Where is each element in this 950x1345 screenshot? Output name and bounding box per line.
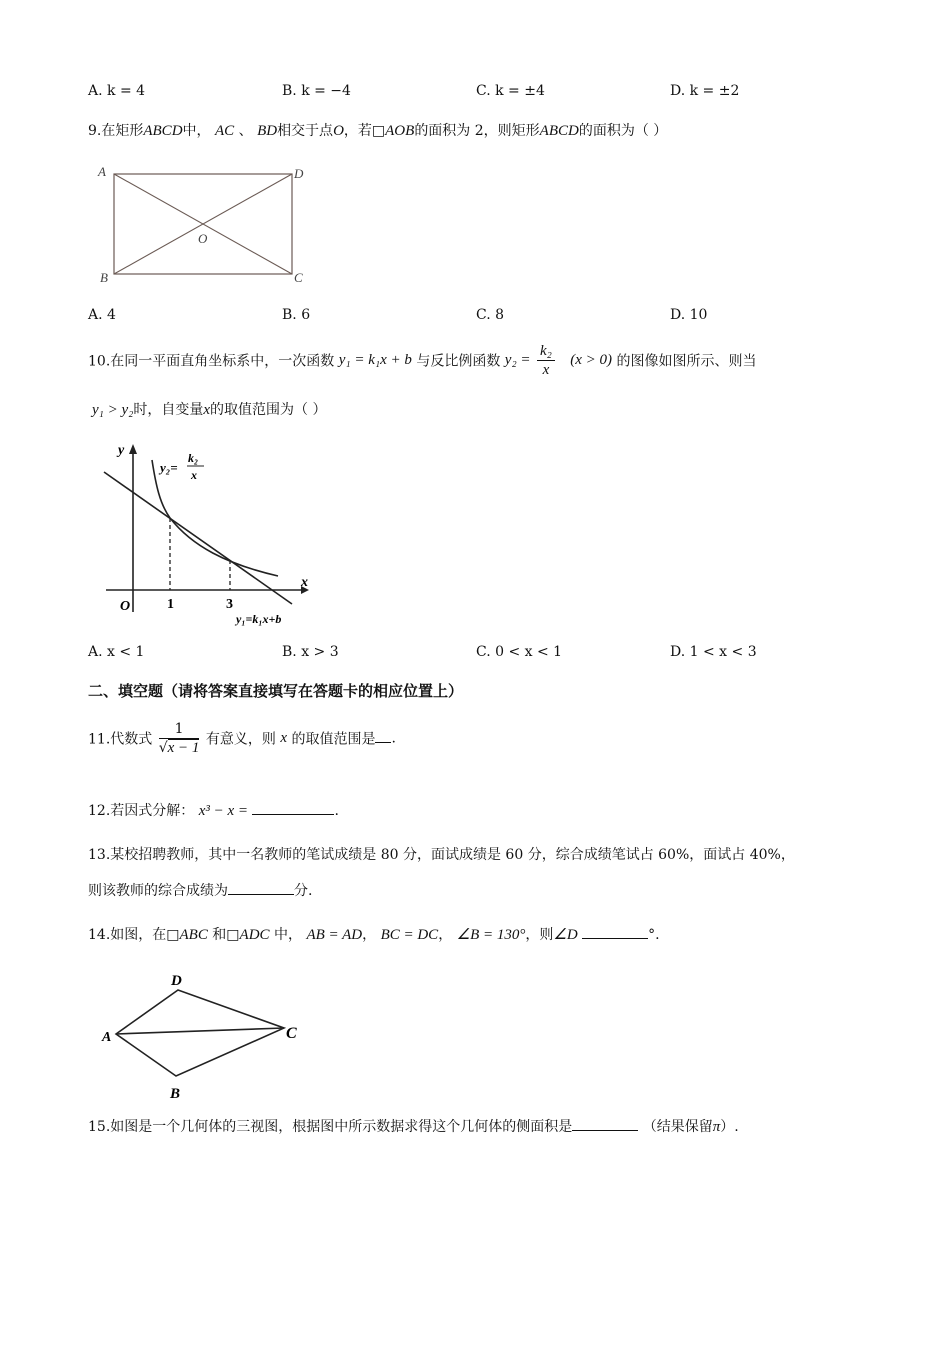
label-d: D <box>171 973 182 989</box>
q11-answer-blank[interactable] <box>375 730 391 743</box>
section-2-title: 二、填空题（请将答案直接填写在答题卡的相应位置上） <box>88 682 464 700</box>
q10-option-d: D. 1 < x < 3 <box>670 644 757 660</box>
q10-option-c: C. 0 < x < 1 <box>476 644 563 660</box>
label-x: x <box>301 575 308 590</box>
q10-function-graph <box>96 436 316 632</box>
tick-1: 1 <box>167 597 174 612</box>
label-d: D <box>294 166 304 181</box>
q10-option-a: A. x < 1 <box>88 644 145 660</box>
q8-option-a: A. k = 4 <box>88 83 146 99</box>
q9-option-b: B. 6 <box>282 307 311 323</box>
label-a: A <box>102 1030 112 1045</box>
q10-option-b: B. x > 3 <box>282 644 339 660</box>
q8-option-b: B. k = −4 <box>282 83 351 99</box>
label-y2-num: k₂ <box>188 451 199 465</box>
q8-option-c: C. k = ±4 <box>476 83 545 99</box>
line-y1 <box>104 472 292 604</box>
label-y2-den: x <box>191 468 197 482</box>
q9-option-a: A. 4 <box>88 307 116 323</box>
q12-answer-blank[interactable] <box>252 802 334 815</box>
q12-stem: 12.若因式分解： x³ − x = . <box>88 803 339 819</box>
label-y1-eq: y₁=k₁x+b <box>236 612 282 626</box>
q13-answer-blank[interactable] <box>228 882 294 895</box>
y-axis-arrow <box>129 444 137 454</box>
q11-stem: 11.代数式 $\frac{1}{√x - 1}$ 有意义，则 x 的取值范围是 . <box>88 721 396 756</box>
tick-3: 3 <box>226 597 233 612</box>
q13-stem-line1: 13.某校招聘教师，其中一名教师的笔试成绩是 80 分，面试成绩是 60 分，综合成绩笔试占 60%，面试占 40%， <box>88 847 795 863</box>
label-b: B <box>170 1086 181 1102</box>
q14-answer-blank[interactable] <box>582 926 648 939</box>
label-o: O <box>198 231 208 246</box>
label-origin: O <box>120 599 131 614</box>
q8-option-d: D. k = ±2 <box>670 83 740 99</box>
q15-stem: 15.如图是一个几何体的三视图，根据图中所示数据求得这个几何体的侧面积是 （结果保留π）. <box>88 1119 739 1135</box>
q13-stem-line2: 则该教师的综合成绩为 分. <box>88 883 313 899</box>
q9-option-d: D. 10 <box>670 307 708 323</box>
label-c: C <box>294 270 303 285</box>
diagonal-ac <box>116 1028 284 1034</box>
q14-kite-figure <box>96 968 316 1103</box>
label-y2-eq: y₂= <box>160 460 178 475</box>
q9-stem: 9.在矩形ABCD中， AC 、 BD相交于点O，若□AOB的面积为 2，则矩形ABCD的面积为（ ） <box>88 123 668 139</box>
label-y: y <box>118 443 125 458</box>
q10-stem-line2: y₁ > y₂时，自变量x的取值范围为（ ） <box>92 402 327 418</box>
label-c: C <box>286 1025 297 1042</box>
q15-answer-blank[interactable] <box>572 1118 638 1131</box>
label-a: A <box>98 164 106 179</box>
label-b: B <box>100 270 108 285</box>
q9-rectangle-figure <box>92 160 312 290</box>
q10-stem-line1: 10.在同一平面直角坐标系中，一次函数 y₁ = k₁x + b 与反比例函数 y₂ = $\frac{\text{k₂}}{x}$ (x > 0) 的图像如图所示、则当 <box>88 343 757 378</box>
q14-stem: 14.如图，在□ABC 和□ADC 中， AB = AD， BC = DC， ∠B = 130°，则∠D °. <box>88 927 660 943</box>
q9-option-c: C. 8 <box>476 307 505 323</box>
